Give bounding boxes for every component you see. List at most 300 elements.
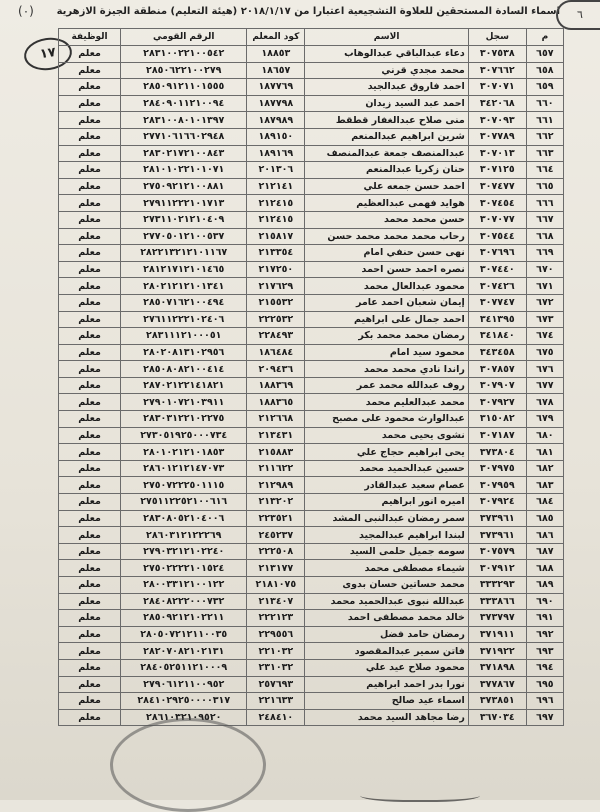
column-header-name: الاسم: [305, 29, 469, 46]
row-teacher-code: ٢١٨١٠٧٥: [247, 577, 305, 594]
row-register: ٣٧٣٧٩٧: [468, 610, 526, 627]
row-serial: ٦٦٩: [526, 245, 563, 262]
row-job: معلم: [59, 145, 121, 162]
row-serial: ٦٧٦: [526, 361, 563, 378]
table-row: [59, 261, 564, 278]
row-teacher-code: ٢٢٢٥٠٨: [247, 543, 305, 560]
row-job: معلم: [59, 577, 121, 594]
table-row: [59, 178, 564, 195]
row-job: معلم: [59, 261, 121, 278]
table-row: [59, 510, 564, 527]
row-register: ٣٠٧٦٩٦: [468, 245, 526, 262]
row-job: معلم: [59, 494, 121, 511]
table-row: [59, 477, 564, 494]
row-national-id: ٢٨٠٠٣٣١٢١٠٠١٢٢: [121, 577, 247, 594]
row-national-id: ٢٧٩٠٦١٢١١٠٠٩٥٢: [121, 676, 247, 693]
row-name: عصام سعيد عبدالقادر: [305, 477, 469, 494]
row-national-id: ٢٨٤١٠٢٩٢٥٠٠٠٠٣١٧: [121, 693, 247, 710]
row-national-id: ٢٨٦٠١٢١٢١٤٧٠٧٣: [121, 460, 247, 477]
row-job: معلم: [59, 245, 121, 262]
row-teacher-code: ٢١٧٢٥٠: [247, 261, 305, 278]
row-register: ٣٧٣٨٥١: [468, 693, 526, 710]
row-teacher-code: ١٨٧٧٦٩: [247, 79, 305, 96]
row-serial: ٦٨٥: [526, 510, 563, 527]
row-national-id: ٢٧٦١١٢٢٢١٠٢٤٠٦: [121, 311, 247, 328]
row-name: شرين ابراهيم عبدالمنعم: [305, 128, 469, 145]
row-serial: ٦٧٤: [526, 328, 563, 345]
table-row: [59, 643, 564, 660]
row-job: معلم: [59, 278, 121, 295]
row-register: ٣٧٧٨٦٧: [468, 676, 526, 693]
row-name: عبدالله نبوى عبدالحميد محمد: [305, 593, 469, 610]
row-name: رضا مجاهد السيد محمد: [305, 709, 469, 726]
row-teacher-code: ٢١٢١٤١: [247, 178, 305, 195]
table-row: [59, 377, 564, 394]
row-serial: ٦٨٨: [526, 560, 563, 577]
table-row: [59, 112, 564, 129]
row-register: ٣٧٣٩٦١: [468, 527, 526, 544]
row-name: اميره انور ابراهيم: [305, 494, 469, 511]
row-teacher-code: ١٨٦٥٧: [247, 62, 305, 79]
row-national-id: ٢٨٣٠٨٠٥٢١٠٤٠٠٦: [121, 510, 247, 527]
row-name: سومه جميل حلمى السيد: [305, 543, 469, 560]
row-job: معلم: [59, 228, 121, 245]
row-name: احمد عبد السيد زيدان: [305, 95, 469, 112]
row-national-id: ٢٧٥٠٩٢١٢١٠٠٨٨١: [121, 178, 247, 195]
column-header-teacher-code: كود المعلم: [247, 29, 305, 46]
table-row: [59, 444, 564, 461]
row-serial: ٦٨٧: [526, 543, 563, 560]
row-register: ٣٧١٩٢٢: [468, 643, 526, 660]
row-register: ٣٠٧٠٧١: [468, 79, 526, 96]
table-row: [59, 228, 564, 245]
row-register: ٣٠٧١٢٥: [468, 162, 526, 179]
row-name: دعاء عبدالباقي عبدالوهاب: [305, 46, 469, 63]
row-serial: ٦٨٦: [526, 527, 563, 544]
row-register: ٣٠٧٦٦٢: [468, 62, 526, 79]
row-name: نشوى يحيى محمد: [305, 427, 469, 444]
table-row: [59, 62, 564, 79]
row-job: معلم: [59, 46, 121, 63]
table-row: [59, 311, 564, 328]
table-row: [59, 79, 564, 96]
row-job: معلم: [59, 211, 121, 228]
employee-table: [58, 28, 564, 726]
row-register: ٣٠٧٤٧٧: [468, 178, 526, 195]
row-teacher-code: ٢٢٣٥٢١: [247, 510, 305, 527]
row-register: ٣٠٧١٨٧: [468, 427, 526, 444]
row-serial: ٦٩٠: [526, 593, 563, 610]
row-register: ٣٣٣٨٦٦: [468, 593, 526, 610]
row-register: ٣٠٧٤٤٠: [468, 261, 526, 278]
row-teacher-code: ٢١٣٤٣١: [247, 427, 305, 444]
row-name: إيمان شعبان احمد عامر: [305, 294, 469, 311]
row-national-id: ٢٨٣١١١٢١٠٠٠٥١: [121, 328, 247, 345]
row-national-id: ٢٧٧٠٥٠١٢١٠٠٥٣٧: [121, 228, 247, 245]
column-header-job: الوظيفة: [59, 29, 121, 46]
row-job: معلم: [59, 394, 121, 411]
row-national-id: ٢٨٣٠٢١٧٢١٠٠٨٤٣: [121, 145, 247, 162]
table-row: [59, 527, 564, 544]
row-register: ٣٠٧٥٧٩: [468, 543, 526, 560]
row-serial: ٦٧١: [526, 278, 563, 295]
row-teacher-code: ١٨٧٩٨٩: [247, 112, 305, 129]
row-national-id: ٢٧٣٠٥١٩٢٥٠٠٠٧٣٤: [121, 427, 247, 444]
row-serial: ٦٦١: [526, 112, 563, 129]
row-national-id: ٢٨٦١٠٣٢١٠٩٥٢٠: [121, 709, 247, 726]
row-name: محمد حساتين حسان بدوى: [305, 577, 469, 594]
row-teacher-code: ١٨٧٧٩٨: [247, 95, 305, 112]
table-row: [59, 361, 564, 378]
row-national-id: ٢٨١٢١٧١٢١٠١٤٦٥: [121, 261, 247, 278]
row-register: ٣٠٧٠٧٧: [468, 211, 526, 228]
row-job: معلم: [59, 444, 121, 461]
row-name: محمد مجدي قرني: [305, 62, 469, 79]
row-register: ٣٦٧٠٣٤: [468, 709, 526, 726]
table-header-row: [59, 29, 564, 46]
row-national-id: ٢٧٩١١٢٢٢١٠١٧١٣: [121, 195, 247, 212]
row-teacher-code: ٢٢٨٤٩٣: [247, 328, 305, 345]
row-name: حنان زكريا عبدالمنعم: [305, 162, 469, 179]
row-serial: ٦٦٧: [526, 211, 563, 228]
row-job: معلم: [59, 427, 121, 444]
row-job: معلم: [59, 328, 121, 345]
row-serial: ٦٦٨: [526, 228, 563, 245]
table-row: [59, 676, 564, 693]
header-tail: (٠): [18, 4, 34, 18]
row-register: ٣٠٧٨٥٧: [468, 361, 526, 378]
row-name: نهى حسن حنفي امام: [305, 245, 469, 262]
row-teacher-code: ٢٢٢٥٣٢: [247, 311, 305, 328]
row-name: يحى ابراهيم حجاج علي: [305, 444, 469, 461]
row-serial: ٦٦٦: [526, 195, 563, 212]
row-register: ٣٠٧٧٨٩: [468, 128, 526, 145]
row-register: ٣٧٣٩٦١: [468, 510, 526, 527]
row-serial: ٦٩١: [526, 610, 563, 627]
row-name: حسن محمد محمد: [305, 211, 469, 228]
row-register: ٣٠٧٠١٣: [468, 145, 526, 162]
row-national-id: ٢٨٤٠٩٠١١٢١٠٠٩٤: [121, 95, 247, 112]
row-national-id: ٢٨١٠١٠٢٢١٠١٠٧١: [121, 162, 247, 179]
row-serial: ٦٧٨: [526, 394, 563, 411]
table-row: [59, 46, 564, 63]
row-serial: ٦٩٤: [526, 659, 563, 676]
table-row: [59, 411, 564, 428]
table-row: [59, 610, 564, 627]
row-register: ٣٣٣٢٩٣: [468, 577, 526, 594]
table-row: [59, 211, 564, 228]
row-national-id: ٢٨٥٠٩٢١٢١٠٢٢١١: [121, 610, 247, 627]
row-teacher-code: ٢٢١٦٣٣: [247, 693, 305, 710]
row-job: معلم: [59, 709, 121, 726]
row-job: معلم: [59, 510, 121, 527]
row-serial: ٦٧٣: [526, 311, 563, 328]
row-job: معلم: [59, 693, 121, 710]
row-teacher-code: ٢١٥٨٨٣: [247, 444, 305, 461]
table-row: [59, 543, 564, 560]
row-teacher-code: ٢٠٩٤٣٦: [247, 361, 305, 378]
row-name: محمود سيد امام: [305, 344, 469, 361]
row-teacher-code: ١٨٨٣٦٩: [247, 377, 305, 394]
row-serial: ٦٦٢: [526, 128, 563, 145]
row-name: لبندا ابراهيم عبدالمجيد: [305, 527, 469, 544]
table-row: [59, 195, 564, 212]
row-name: احمد جمال على ابراهيم: [305, 311, 469, 328]
row-teacher-code: ٢١٢٤١٥: [247, 195, 305, 212]
row-teacher-code: ٢٢١٠٣٢: [247, 643, 305, 660]
row-serial: ٦٩٥: [526, 676, 563, 693]
row-teacher-code: ٢١٧٦٢٩: [247, 278, 305, 295]
row-job: معلم: [59, 659, 121, 676]
row-job: معلم: [59, 162, 121, 179]
row-register: ٣٧١٩١١: [468, 626, 526, 643]
row-job: معلم: [59, 643, 121, 660]
row-national-id: ٢٧٩٠٣٢١٢١٠٢٢٤٠: [121, 543, 247, 560]
row-serial: ٦٥٧: [526, 46, 563, 63]
row-teacher-code: ١٨٨٣٦٥: [247, 394, 305, 411]
table-row: [59, 245, 564, 262]
row-register: ٣٠٧٩١٢: [468, 560, 526, 577]
row-register: ٣٠٧٠٩٣: [468, 112, 526, 129]
row-job: معلم: [59, 311, 121, 328]
row-national-id: ٢٨٣١٠٠٨٠١٠١٣٩٧: [121, 112, 247, 129]
row-serial: ٦٦٠: [526, 95, 563, 112]
row-name: خالد محمد مصطفى احمد: [305, 610, 469, 627]
table-row: [59, 494, 564, 511]
row-teacher-code: ١٨٩١٥٠: [247, 128, 305, 145]
row-serial: ٦٨٣: [526, 477, 563, 494]
row-serial: ٦٧٩: [526, 411, 563, 428]
row-job: معلم: [59, 543, 121, 560]
row-serial: ٦٧٢: [526, 294, 563, 311]
page-title: اسماء السادة المستحقين للعلاوة التشجيعية اعتبارا من ٢٠١٨/١/١٧ (هيئة التعليم) منطقة الجيزة الازهرية: [56, 6, 560, 17]
row-serial: ٦٨٤: [526, 494, 563, 511]
row-national-id: ٢٧٩٠١٠٧٢١٠٣٩١١: [121, 394, 247, 411]
row-register: ٣٠٧٩٧٥: [468, 460, 526, 477]
row-name: اسماء عيد صالح: [305, 693, 469, 710]
row-name: حسين عبدالحميد محمد: [305, 460, 469, 477]
row-teacher-code: ١٨٩١٦٩: [247, 145, 305, 162]
row-teacher-code: ٢١٥٥٣٢: [247, 294, 305, 311]
row-serial: ٦٥٩: [526, 79, 563, 96]
row-job: معلم: [59, 178, 121, 195]
table-row: [59, 577, 564, 594]
table-row: [59, 394, 564, 411]
row-job: معلم: [59, 477, 121, 494]
table-row: [59, 145, 564, 162]
row-job: معلم: [59, 560, 121, 577]
row-teacher-code: ٢٤٨٤١٠: [247, 709, 305, 726]
row-teacher-code: ٢٢٢١٢٣: [247, 610, 305, 627]
row-serial: ٦٦٤: [526, 162, 563, 179]
table-row: [59, 328, 564, 345]
row-name: رحاب محمد محمد محمد حسن: [305, 228, 469, 245]
table-row: [59, 593, 564, 610]
row-teacher-code: ٢١٣٣٥٤: [247, 245, 305, 262]
row-register: ٣٠٧٩٠٧: [468, 377, 526, 394]
row-teacher-code: ٢١٣١٧٧: [247, 560, 305, 577]
row-register: ٣٠٧٩٢٤: [468, 494, 526, 511]
row-national-id: ٢٨٦٠٣١٢١٢٢٢٦٩: [121, 527, 247, 544]
row-teacher-code: ٢١٢٩٨٩: [247, 477, 305, 494]
row-job: معلم: [59, 128, 121, 145]
row-register: ٣٤١٣٩٥: [468, 311, 526, 328]
row-job: معلم: [59, 79, 121, 96]
page-number-badge: ١٧: [22, 35, 74, 73]
table-row: [59, 659, 564, 676]
row-serial: ٦٩٧: [526, 709, 563, 726]
column-header-national-id: الرقم القومي: [121, 29, 247, 46]
table-row: [59, 128, 564, 145]
row-teacher-code: ١٨٨٥٣: [247, 46, 305, 63]
row-job: معلم: [59, 112, 121, 129]
row-job: معلم: [59, 527, 121, 544]
row-job: معلم: [59, 676, 121, 693]
row-national-id: ٢٧٧١٠٦١٦٦٠٢٩٤٨: [121, 128, 247, 145]
row-serial: ٦٩٣: [526, 643, 563, 660]
row-name: محمود صلاح عيد علي: [305, 659, 469, 676]
table-row: [59, 294, 564, 311]
row-national-id: ٢٨٠١٠٢١٢١٠١٨٥٣: [121, 444, 247, 461]
row-teacher-code: ٢٢٩٥٥٦: [247, 626, 305, 643]
row-teacher-code: ٢٤٥٢٣٧: [247, 527, 305, 544]
row-national-id: ٢٧٣١١٠٢١٢١٠٤٠٩: [121, 211, 247, 228]
row-name: احمد حسن جمعه علي: [305, 178, 469, 195]
row-register: ٣١٥٠٨٢: [468, 411, 526, 428]
row-job: معلم: [59, 62, 121, 79]
row-serial: ٦٧٥: [526, 344, 563, 361]
row-name: عبدالمنصف جمعة عبدالمنصف: [305, 145, 469, 162]
table-row: [59, 278, 564, 295]
row-register: ٣٠٧٤٢٦: [468, 278, 526, 295]
row-name: احمد فاروق عبدالجيد: [305, 79, 469, 96]
row-national-id: ٢٨٤٠٨٢٢٢٠٠٠٧٣٢: [121, 593, 247, 610]
row-name: محمد عبدالعليم محمد: [305, 394, 469, 411]
row-register: ٣٠٧٧٤٧: [468, 294, 526, 311]
row-national-id: ٢٨٠٢١٢١٢١٠١٣٤١: [121, 278, 247, 295]
row-name: سمر رمضان عبدالنبى المشد: [305, 510, 469, 527]
row-name: محمود عبدالعال محمد: [305, 278, 469, 295]
row-national-id: ٢٨٣١٠٠٢٢١٠٠٥٤٢: [121, 46, 247, 63]
corner-mark: ٦: [556, 0, 600, 30]
row-serial: ٦٥٨: [526, 62, 563, 79]
row-job: معلم: [59, 626, 121, 643]
row-register: ٣٤١٨٤٠: [468, 328, 526, 345]
row-national-id: ٢٨٢٢١٣٢١٢١٠١١٦٧: [121, 245, 247, 262]
row-job: معلم: [59, 195, 121, 212]
row-register: ٣٧٣٨٠٤: [468, 444, 526, 461]
table-row: [59, 95, 564, 112]
row-national-id: ٢٨٠٥٠٧٢١٢١١٠٠٣٥: [121, 626, 247, 643]
row-teacher-code: ١٨٦٤٨٤: [247, 344, 305, 361]
row-job: معلم: [59, 460, 121, 477]
row-serial: ٦٨٠: [526, 427, 563, 444]
table-row: [59, 162, 564, 179]
row-national-id: ٢٨٥٠٨٠٨٢١٠٠٤١٤: [121, 361, 247, 378]
row-name: هوايد فهمى عبدالعظيم: [305, 195, 469, 212]
row-serial: ٦٦٥: [526, 178, 563, 195]
row-job: معلم: [59, 377, 121, 394]
row-register: ٣٠٧٥٤٤: [468, 228, 526, 245]
table-row: [59, 626, 564, 643]
row-national-id: ٢٨٣٠٣١٢٢١٠٢٢٧٥: [121, 411, 247, 428]
table-row: [59, 709, 564, 726]
table-row: [59, 427, 564, 444]
row-serial: ٦٩٦: [526, 693, 563, 710]
row-national-id: ٢٨٠٢٠٨١٣١٠٢٩٥٦: [121, 344, 247, 361]
row-job: معلم: [59, 610, 121, 627]
row-teacher-code: ٢١٣٢٠٢: [247, 494, 305, 511]
row-job: معلم: [59, 593, 121, 610]
row-name: نورا بدر احمد ابراهيم: [305, 676, 469, 693]
row-register: ٣٤٣٤٥٨: [468, 344, 526, 361]
row-register: ٣٤٢٠٦٨: [468, 95, 526, 112]
row-teacher-code: ٢٠١٣٠٦: [247, 162, 305, 179]
row-teacher-code: ٢٥٧٦٩٣: [247, 676, 305, 693]
column-header-register: سجل: [468, 29, 526, 46]
row-job: معلم: [59, 361, 121, 378]
row-national-id: ٢٨٥٠٩١٢١١٠١٥٥٥: [121, 79, 247, 96]
row-serial: ٦٨٩: [526, 577, 563, 594]
row-national-id: ٢٨٥٠٦٢٢١٠٠٢٧٩: [121, 62, 247, 79]
row-job: معلم: [59, 411, 121, 428]
row-name: رمضان محمد محمد بكر: [305, 328, 469, 345]
row-name: روف عبدالله محمد عمر: [305, 377, 469, 394]
row-job: معلم: [59, 95, 121, 112]
row-serial: ٦٦٣: [526, 145, 563, 162]
table-body: [59, 46, 564, 726]
row-teacher-code: ٢٣١٠٣٢: [247, 659, 305, 676]
table-row: [59, 560, 564, 577]
row-serial: ٦٩٢: [526, 626, 563, 643]
row-register: ٣٠٧٤٥٤: [468, 195, 526, 212]
row-national-id: ٢٧٥٠٧٢٢٢٥٠١١١٥: [121, 477, 247, 494]
row-teacher-code: ٢١١٦٢٢: [247, 460, 305, 477]
row-serial: ٦٨٢: [526, 460, 563, 477]
row-serial: ٦٧٧: [526, 377, 563, 394]
row-serial: ٦٧٠: [526, 261, 563, 278]
table-row: [59, 344, 564, 361]
row-name: شيماء مصطفى محمد: [305, 560, 469, 577]
row-national-id: ٢٧٥١١٢٢٥٢١٠٠٦١٦: [121, 494, 247, 511]
row-serial: ٦٨١: [526, 444, 563, 461]
row-register: ٣٧١٨٩٨: [468, 659, 526, 676]
row-name: عبدالوارث محمود على مصبح: [305, 411, 469, 428]
column-header-serial: م: [526, 29, 563, 46]
row-register: ٣٠٧٥٣٨: [468, 46, 526, 63]
table-row: [59, 460, 564, 477]
row-national-id: ٢٨٥٠٧١٦٢١٠٠٤٩٤: [121, 294, 247, 311]
row-register: ٣٠٧٩٢٧: [468, 394, 526, 411]
row-national-id: ٢٧٥٠٢٢٢٢١٠١٥٢٤: [121, 560, 247, 577]
row-teacher-code: ٢١٥٨١٧: [247, 228, 305, 245]
row-national-id: ٢٨٤٠٥٢٥١١٢١٠٠٠٩: [121, 659, 247, 676]
row-name: راندا نادي محمد محمد: [305, 361, 469, 378]
row-register: ٣٠٧٩٥٩: [468, 477, 526, 494]
official-stamp: [110, 718, 266, 812]
row-name: فاتن سمير عبدالمقصود: [305, 643, 469, 660]
row-national-id: ٢٨٢٠٧٠٨٢١٠٢١٣١: [121, 643, 247, 660]
row-name: رمضان حامد فضل: [305, 626, 469, 643]
row-teacher-code: ٢١٢٤١٥: [247, 211, 305, 228]
row-job: معلم: [59, 344, 121, 361]
row-name: نصره احمد حسن احمد: [305, 261, 469, 278]
row-teacher-code: ٢١٢٦٦٨: [247, 411, 305, 428]
row-name: منى صلاح عبدالغفار قطقط: [305, 112, 469, 129]
row-teacher-code: ٢١٣٤٠٧: [247, 593, 305, 610]
table-row: [59, 693, 564, 710]
row-national-id: ٢٨٧٠٢١٢٢١٤١٨٢١: [121, 377, 247, 394]
